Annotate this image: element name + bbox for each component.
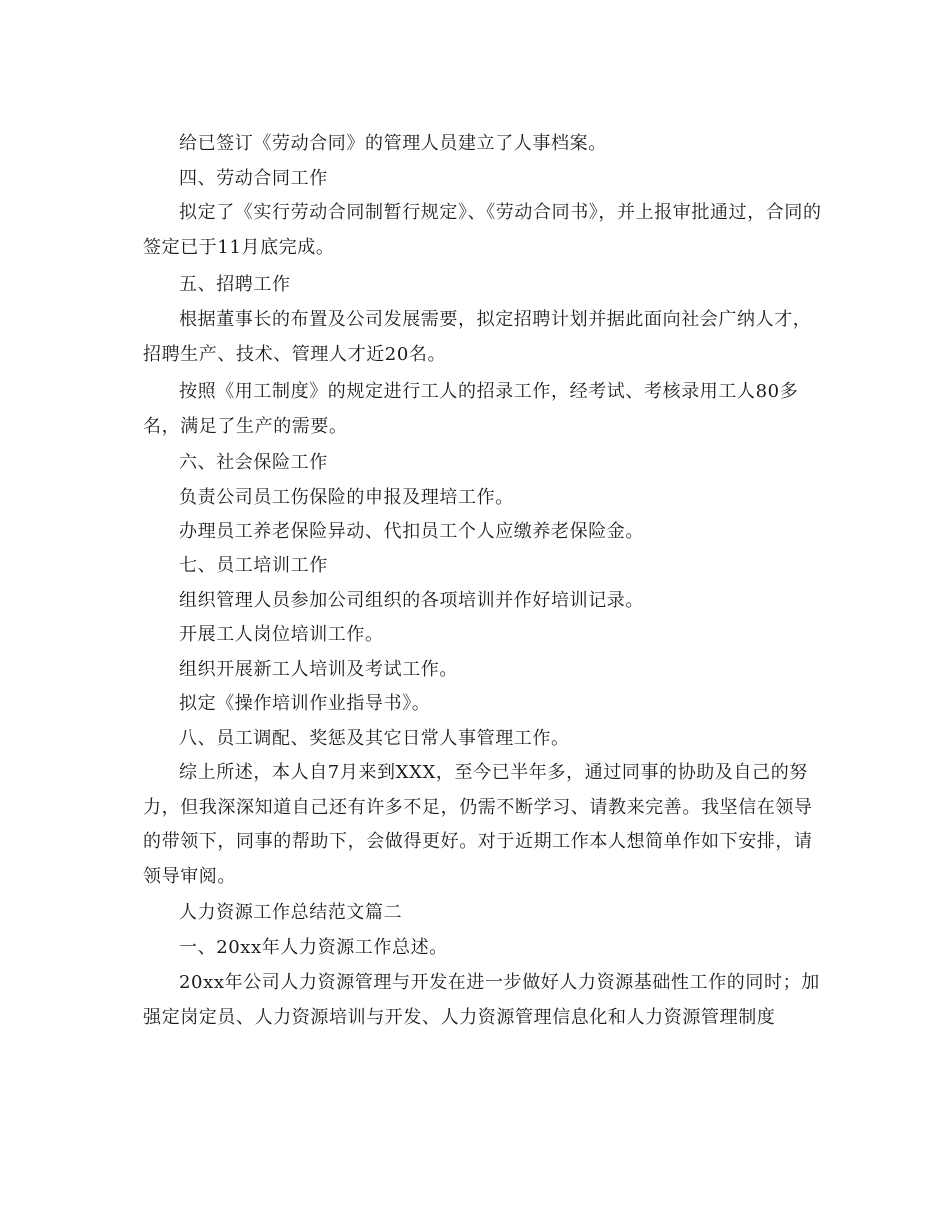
paragraph: 20xx年公司人力资源管理与开发在进一步做好人力资源基础性工作的同时；加强定岗定员、人力资源培训与开发、人力资源管理信息化和人力资源管理制度	[143, 972, 820, 1028]
section-heading: 一、20xx年人力资源工作总述。	[179, 937, 448, 958]
paragraph: 拟定了《实行劳动合同制暂行规定》、《劳动合同书》，并上报审批通过，合同的签定已于11月底完成。	[143, 202, 822, 258]
section-heading: 六、社会保险工作	[179, 452, 328, 473]
paragraph: 开展工人岗位培训工作。	[179, 624, 384, 645]
section-heading: 四、劳动合同工作	[179, 168, 328, 189]
section-heading: 八、员工调配、奖惩及其它日常人事管理工作。	[179, 728, 570, 749]
section-heading: 七、员工培训工作	[179, 555, 328, 576]
paragraph: 组织管理人员参加公司组织的各项培训并作好培训记录。	[179, 590, 644, 611]
paragraph: 按照《用工制度》的规定进行工人的招录工作，经考试、考核录用工人80多名，满足了生产的需要。	[143, 381, 799, 437]
paragraph: 给已签订《劳动合同》的管理人员建立了人事档案。	[179, 133, 607, 154]
section-heading: 五、招聘工作	[179, 274, 291, 295]
paragraph: 组织开展新工人培训及考试工作。	[179, 659, 458, 680]
paragraph: 拟定《操作培训作业指导书》。	[179, 693, 431, 714]
paragraph: 办理员工养老保险异动、代扣员工个人应缴养老保险金。	[179, 521, 644, 542]
paragraph: 根据董事长的布置及公司发展需要，拟定招聘计划并据此面向社会广纳人才，招聘生产、技术、管理人才近20名。	[143, 309, 812, 365]
paragraph: 负责公司员工伤保险的申报及理培工作。	[179, 487, 514, 508]
paragraph: 综上所述，本人自7月来到XXX，至今已半年多，通过同事的协助及自己的努力，但我深深知道自己还有许多不足，仍需不断学习、请教来完善。我坚信在领导的带领下，同事的帮助下，会做得更好。对于近期工作本人想简单作如下安排，请领导审阅。	[143, 762, 813, 887]
article-title: 人力资源工作总结范文篇二	[179, 902, 403, 923]
